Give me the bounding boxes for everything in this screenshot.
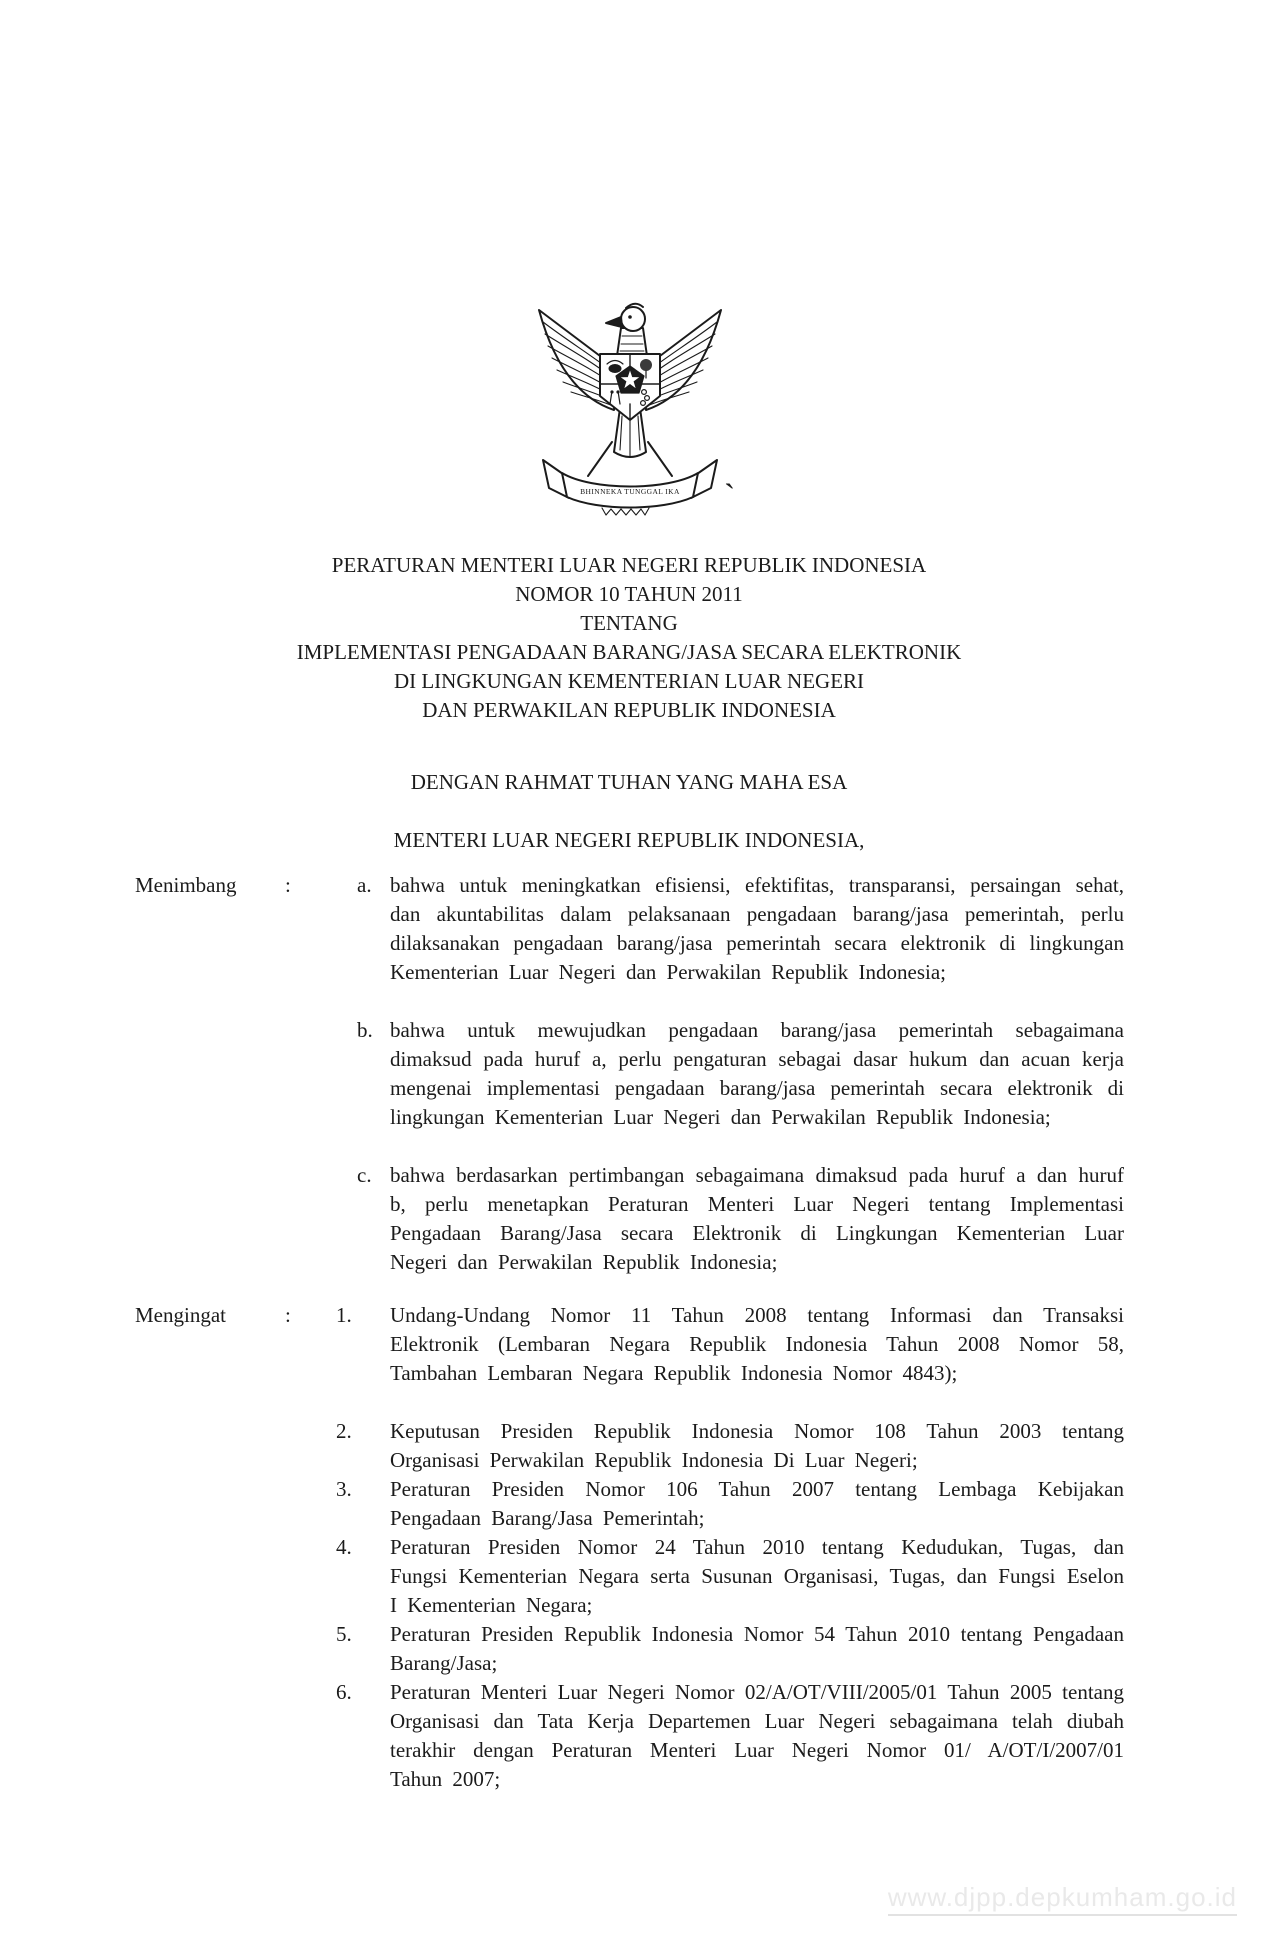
consideration-item-c-marker: c.	[357, 1163, 372, 1187]
title-line-5: DI LINGKUNGAN KEMENTERIAN LUAR NEGERI	[393, 669, 865, 693]
menimbang-colon: :	[285, 873, 291, 897]
mengingat-label: Mengingat	[135, 1303, 226, 1327]
watermark-url: www.djpp.depkumham.go.id	[888, 1882, 1237, 1916]
legal-basis-item-1-text: Undang-Undang Nomor 11 Tahun 2008 tentang Informasi dan Transaksi Elektronik (Lembaran Negara Republik Indonesia Tahun 2008 Nomor 58, Tambahan Lembaran Negara Republik Indonesia Nomor 4843);	[390, 1303, 1124, 1385]
legal-basis-item-4-text: Peraturan Presiden Nomor 24 Tahun 2010 tentang Kedudukan, Tugas, dan Fungsi Kementerian Negara serta Susunan Organisasi, Tugas, dan Fungsi Eselon I Kementerian Negara;	[390, 1535, 1124, 1617]
authority-line: MENTERI LUAR NEGERI REPUBLIK INDONESIA,	[393, 828, 865, 852]
garuda-pancasila-emblem	[530, 296, 730, 522]
consideration-item-a-marker: a.	[357, 873, 372, 897]
legal-basis-item-2-text: Keputusan Presiden Republik Indonesia Nomor 108 Tahun 2003 tentang Organisasi Perwakilan Republik Indonesia Di Luar Negeri;	[390, 1419, 1124, 1472]
menimbang-label: Menimbang	[135, 873, 237, 897]
title-line-6: DAN PERWAKILAN REPUBLIK INDONESIA	[422, 698, 836, 722]
legal-basis-item-3-text: Peraturan Presiden Nomor 106 Tahun 2007 tentang Lembaga Kebijakan Pengadaan Barang/Jasa Pemerintah;	[390, 1477, 1124, 1530]
legal-basis-item-4-marker: 4.	[336, 1535, 352, 1559]
consideration-item-b-text: bahwa untuk mewujudkan pengadaan barang/jasa pemerintah sebagaimana dimaksud pada huruf a, perlu pengaturan sebagai dasar hukum dan acuan kerja mengenai implementasi pengadaan barang/jasa pemerintah secara elektronik di lingkungan Kementerian Luar Negeri dan Perwakilan Republik Indonesia;	[390, 1018, 1124, 1129]
mengingat-colon: :	[285, 1303, 291, 1327]
title-line-2: NOMOR 10 TAHUN 2011	[515, 582, 743, 606]
title-line-3: TENTANG	[580, 611, 678, 635]
title-line-1: PERATURAN MENTERI LUAR NEGERI REPUBLIK INDONESIA	[331, 553, 927, 577]
legal-basis-item-6-text: Peraturan Menteri Luar Negeri Nomor 02/A/OT/VIII/2005/01 Tahun 2005 tentang Organisasi dan Tata Kerja Departemen Luar Negeri sebagaimana telah diubah terakhir dengan Peraturan Menteri Luar Negeri Nomor 01/ A/OT/I/2007/01 Tahun 2007;	[390, 1680, 1124, 1791]
title-line-4: IMPLEMENTASI PENGADAAN BARANG/JASA SECARA ELEKTRONIK	[296, 640, 962, 664]
stray-backtick-mark: `	[724, 478, 736, 515]
legal-basis-item-5-marker: 5.	[336, 1622, 352, 1646]
legal-basis-item-2-marker: 2.	[336, 1419, 352, 1443]
consideration-item-b-marker: b.	[357, 1018, 373, 1042]
consideration-item-c-text: bahwa berdasarkan pertimbangan sebagaimana dimaksud pada huruf a dan huruf b, perlu menetapkan Peraturan Menteri Luar Negeri tentang Implementasi Pengadaan Barang/Jasa secara Elektronik di Lingkungan Kementerian Luar Negeri dan Perwakilan Republik Indonesia;	[390, 1163, 1124, 1274]
legal-basis-item-6-marker: 6.	[336, 1680, 352, 1704]
legal-basis-item-3-marker: 3.	[336, 1477, 352, 1501]
legal-basis-item-5-text: Peraturan Presiden Republik Indonesia Nomor 54 Tahun 2010 tentang Pengadaan Barang/Jasa;	[390, 1622, 1124, 1675]
title-block	[0, 551, 1258, 725]
legal-basis-item-1-marker: 1.	[336, 1303, 352, 1327]
emblem-motto-text: BHINNEKA TUNGGAL IKA	[580, 487, 680, 496]
consideration-item-a-text: bahwa untuk meningkatkan efisiensi, efektifitas, transparansi, persaingan sehat, dan akuntabilitas dalam pelaksanaan pengadaan barang/jasa pemerintah, perlu dilaksanakan pengadaan barang/jasa pemerintah secara elektronik di lingkungan Kementerian Luar Negeri dan Perwakilan Republik Indonesia;	[390, 873, 1124, 984]
invocation-line: DENGAN RAHMAT TUHAN YANG MAHA ESA	[410, 770, 848, 794]
